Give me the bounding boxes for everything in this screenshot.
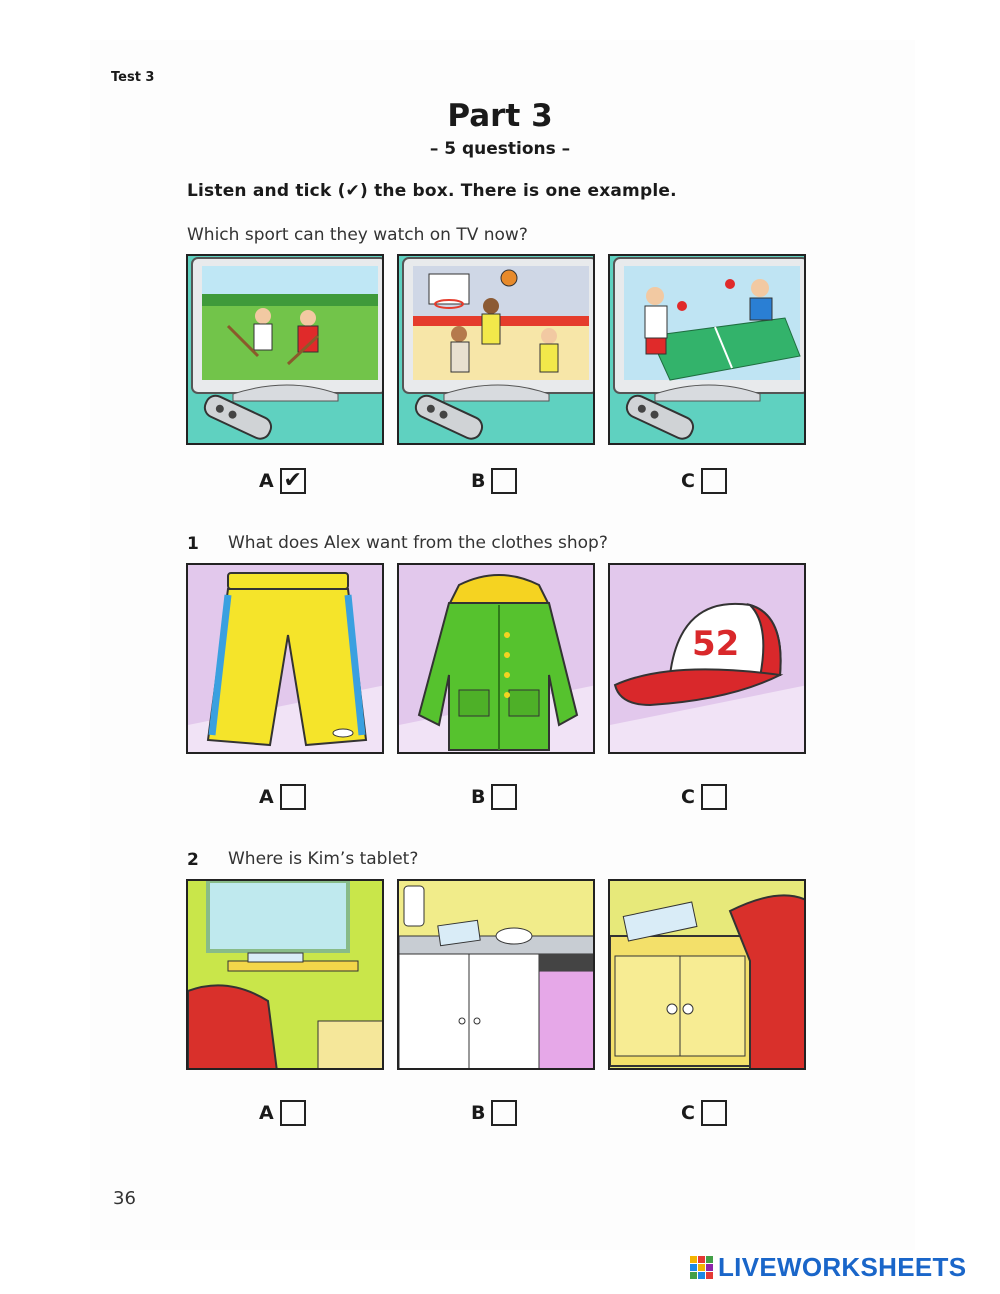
- q2-option-a[interactable]: [259, 1100, 306, 1126]
- logo-icon: [690, 1256, 713, 1279]
- tick-box[interactable]: [280, 1100, 306, 1126]
- question-text: What does Alex want from the clothes shop?: [228, 533, 608, 553]
- question-number: 2: [187, 850, 199, 870]
- option-letter: A: [259, 786, 274, 808]
- tick-box[interactable]: [491, 1100, 517, 1126]
- option-letter: A: [259, 1102, 274, 1124]
- q1-option-a[interactable]: [259, 784, 306, 810]
- question-number: 1: [187, 534, 199, 554]
- option-letter: C: [681, 786, 695, 808]
- tick-box[interactable]: [491, 784, 517, 810]
- option-letter: A: [259, 470, 274, 492]
- q1-option-c[interactable]: [681, 784, 727, 810]
- cap-number-text: 52: [692, 624, 740, 664]
- picture-tablet-in-kitchen: [397, 879, 595, 1070]
- question-text: Where is Kim’s tablet?: [228, 849, 419, 869]
- example-option-b[interactable]: [471, 468, 517, 494]
- example-option-a[interactable]: [259, 468, 306, 494]
- example-option-c[interactable]: [681, 468, 727, 494]
- option-letter: B: [471, 1102, 486, 1124]
- picture-cap: [608, 563, 806, 754]
- tick-box[interactable]: [701, 468, 727, 494]
- liveworksheets-logo: [690, 1252, 966, 1283]
- picture-tablet-on-shelf: [186, 879, 384, 1070]
- tick-box[interactable]: ✔: [280, 468, 306, 494]
- example-question: Which sport can they watch on TV now?: [187, 225, 528, 245]
- page-number: 36: [113, 1188, 136, 1209]
- q2-option-b[interactable]: [471, 1100, 517, 1126]
- option-letter: B: [471, 470, 486, 492]
- logo-text: LIVEWORKSHEETS: [718, 1252, 967, 1282]
- part-subtitle: – 5 questions –: [429, 139, 571, 159]
- option-letter: C: [681, 1102, 695, 1124]
- option-letter: C: [681, 470, 695, 492]
- tick-box[interactable]: [701, 784, 727, 810]
- q1-option-b[interactable]: [471, 784, 517, 810]
- tick-box[interactable]: [701, 1100, 727, 1126]
- test-label: Test 3: [111, 70, 155, 85]
- tick-box[interactable]: [491, 468, 517, 494]
- q2-option-c[interactable]: [681, 1100, 727, 1126]
- part-title: Part 3: [447, 98, 553, 134]
- picture-tv-hockey: [186, 254, 384, 445]
- tick-box[interactable]: [280, 784, 306, 810]
- option-letter: B: [471, 786, 486, 808]
- picture-tablet-on-cupboard: [608, 879, 806, 1070]
- picture-tv-basketball: [397, 254, 595, 445]
- picture-tv-table-tennis: [608, 254, 806, 445]
- instruction: Listen and tick (✔) the box. There is one example.: [187, 181, 677, 201]
- picture-shorts: [186, 563, 384, 754]
- picture-jacket: [397, 563, 595, 754]
